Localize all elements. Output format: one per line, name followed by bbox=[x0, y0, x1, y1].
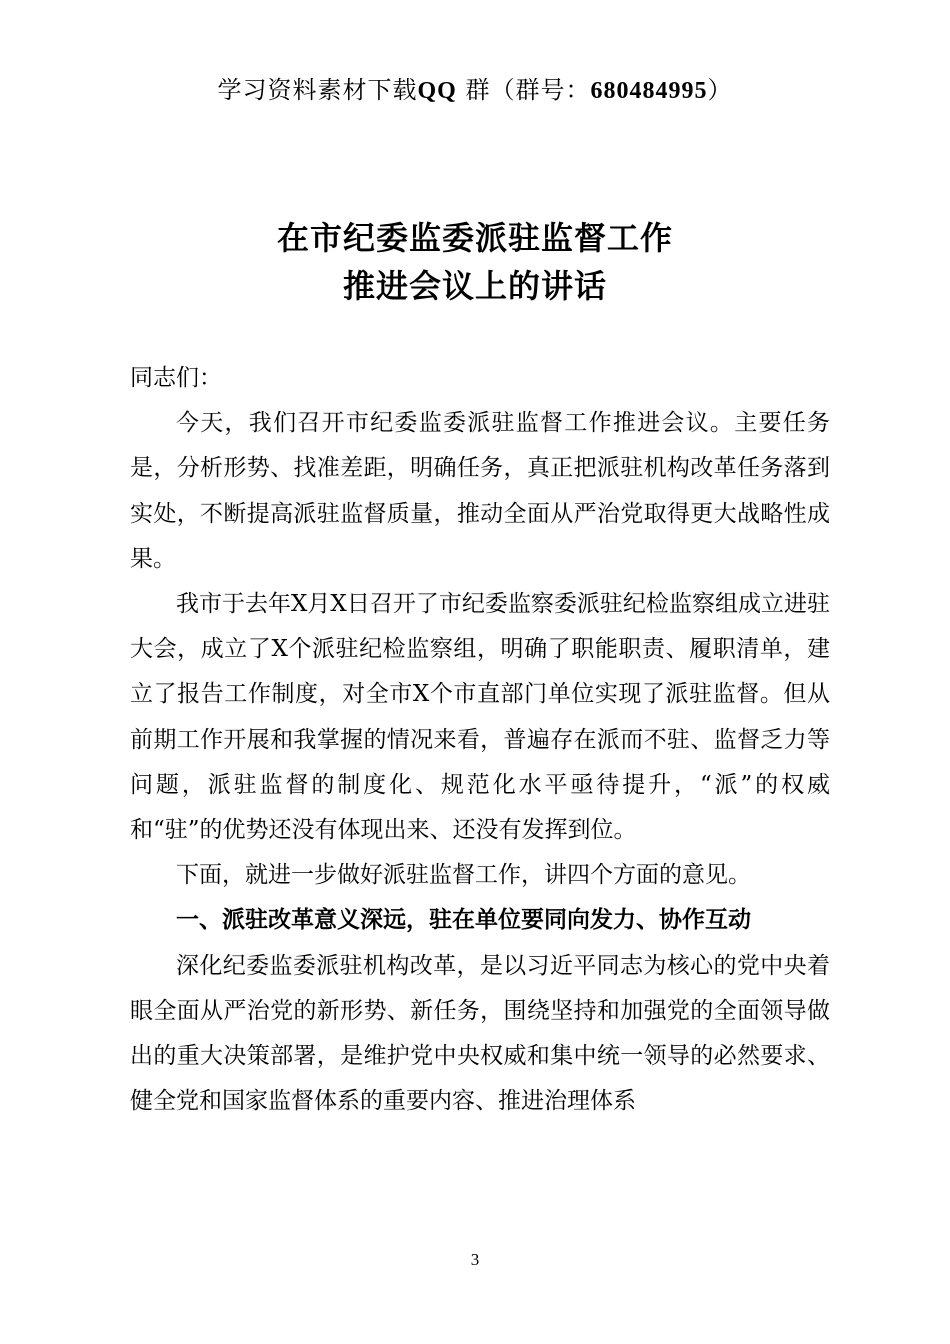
page-header bbox=[0, 74, 950, 107]
title-line-2: 推进会议上的讲话 bbox=[342, 267, 607, 305]
paragraph-3: 下面，就进一步做好派驻监督工作，讲四个方面的意见。 bbox=[176, 862, 751, 889]
paragraph-2: 我市于去年X月X日召开了市纪委监察委派驻纪检监察组成立进驻大会，成立了X个派驻纪检监察组，明确了职能职责、履职清单，建立了报告工作制度，对全市X个市直部门单位实现了派驻监督。但从前期工作开展和我掌握的情况来看，普遍存在派而不驻、监督乏力等问题，派驻监督的制度化、规范化水平亟待提升，“派”的权威和“驻”的优势还没有体现出来、还没有发挥到位。 bbox=[130, 591, 830, 844]
header-suffix: ） bbox=[707, 76, 733, 104]
header-group-number: 680484995 bbox=[590, 78, 708, 104]
page-number: 3 bbox=[470, 1250, 480, 1269]
paragraph-1: 今天，我们召开市纪委监委派驻监督工作推进会议。主要任务是，分析形势、找准差距，明确任务，真正把派驻机构改革任务落到实处，不断提高派驻监督质量，推动全面从严治党取得更大战略性成果。 bbox=[130, 410, 830, 572]
section-heading-1: 一、派驻改革意义深远，驻在单位要同向发力、协作互动 bbox=[176, 907, 751, 934]
salutation: 同志们： bbox=[130, 365, 222, 391]
title-line-1: 在市纪委监委派驻监督工作 bbox=[276, 219, 673, 257]
document-title bbox=[0, 214, 950, 310]
header-qq: QQ bbox=[417, 78, 457, 104]
header-prefix: 学习资料素材下载 bbox=[217, 76, 418, 104]
header-group-prefix: 群（群号： bbox=[456, 76, 591, 104]
document-body bbox=[130, 356, 830, 1124]
paragraph-4: 深化纪委监委派驻机构改革，是以习近平同志为核心的党中央着眼全面从严治党的新形势、新任务，围绕坚持和加强党的全面领导做出的重大决策部署，是维护党中央权威和集中统一领导的必然要求、健全党和国家监督体系的重要内容、推进治理体系 bbox=[130, 952, 830, 1115]
